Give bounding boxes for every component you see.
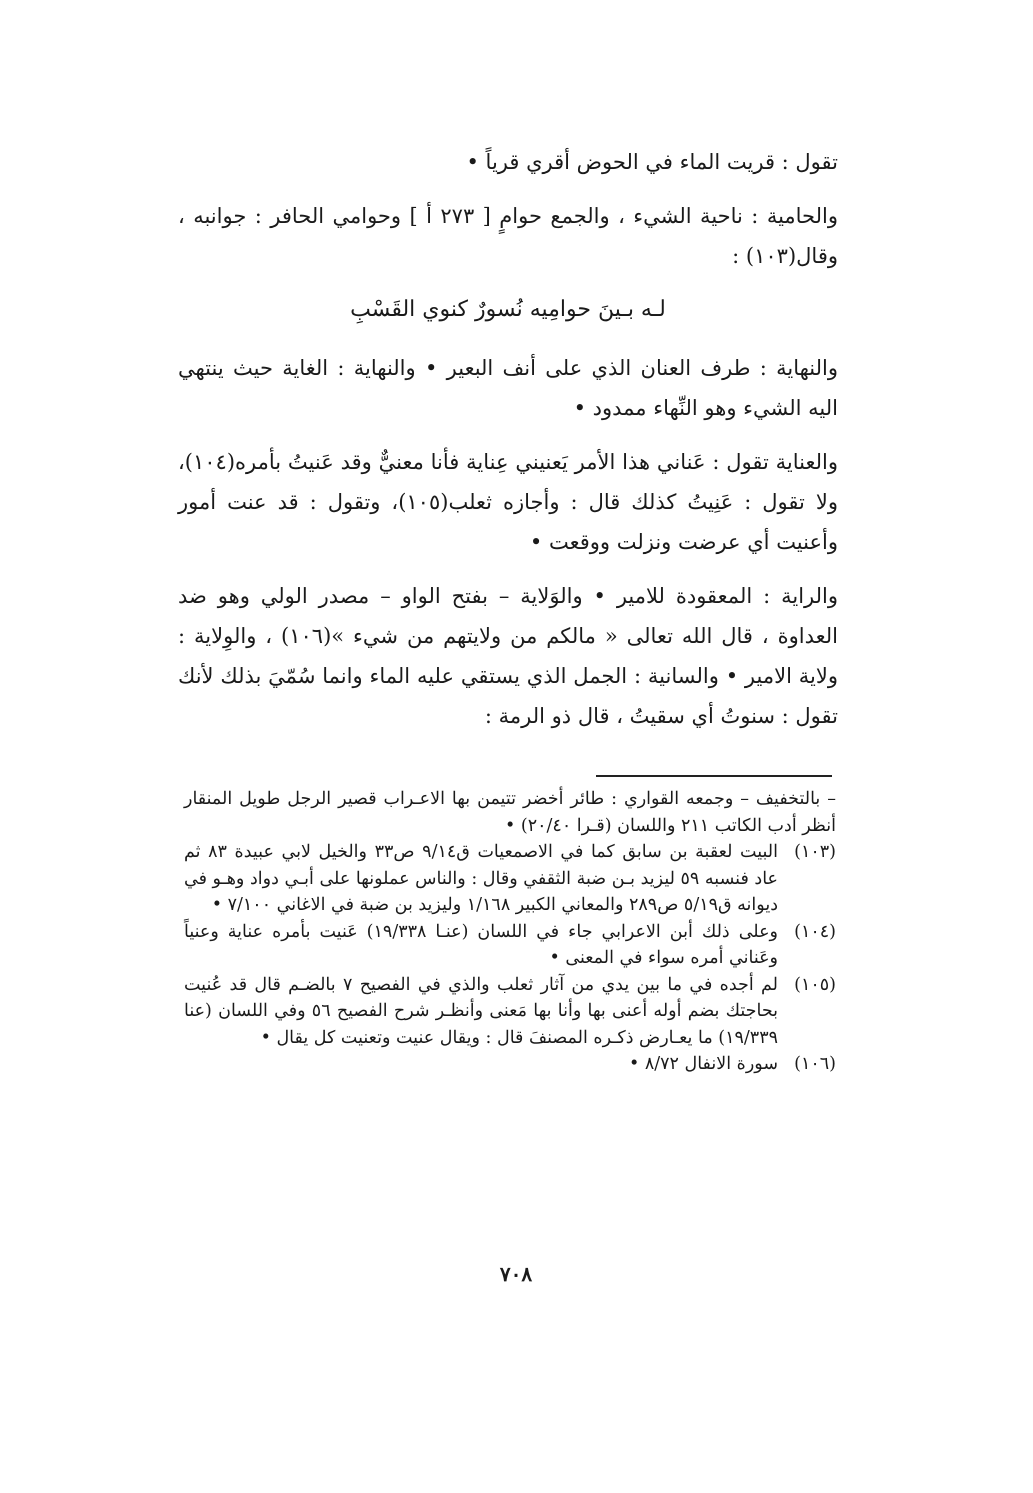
paragraph-3: والنهاية : طرف العنان الذي على أنف البعير • والنهاية : الغاية حيث ينتهي اليه الشيء وهو النِّهاء ممدود • [178, 356, 838, 420]
footnote-104 [184, 919, 836, 972]
verse-line: لـه بـينَ حوامِيه نُسورٌ كنوي القَسْبِ [350, 297, 666, 322]
paragraph-5: والراية : المعقودة للامير • والوَلاية – بفتح الواو – مصدر الولي وهو ضد العداوة ، قال الله تعالى « مالكم من ولايتهم من شيء »(١٠٦) ، والوِلاية : ولاية الامير • والسانية : الجمل الذي يستقي عليه الماء وانما سُمّيَ بذلك لأنك تقول : سنوتُ أي سقيتُ ، قال ذو الرمة : [178, 584, 839, 728]
footnote-text: سورة الانفال ٨/٧٢ • [628, 1054, 778, 1074]
footnote-text: البيت لعقبة بن سابق كما في الاصمعيات ق٩/١٤ ص٣٣ والخيل لابي عبيدة ٨٣ ثم عاد فنسبه ٥٩ ليزيد بـن ضبة الثقفي وقال : والناس عملونها على أبـي دواد وهـو في ديوانه ق٥/١٩ ص٢٨٩ والمعاني الكبير ١/١٦٨ وليزيد بن ضبة في الاغاني ٧/١٠٠ • [184, 842, 778, 915]
footnote-103 [184, 839, 836, 919]
footnote-text: لم أجده في ما بين يدي من آثار ثعلب والذي في الفصيح ٧ بالضـم قال قد عُنيت بحاجتك بضم أوله أعنى بها وأنا بها مَعنى وأنظـر شرح الفصيح ٥٦ وفي اللسان (عنا ١٩/٣٣٩) ما يعـارض ذكـره المصنفَ قال : ويقال عنيت وتعنيت كل يقال • [184, 974, 778, 1048]
footnote-105 [184, 972, 836, 1052]
footnote-divider [596, 775, 832, 777]
footnote-number: (١٠٦) [794, 1054, 836, 1074]
footnote-106 [184, 1051, 836, 1078]
footnote-number: (١٠٥) [794, 974, 836, 995]
paragraph-4: والعناية تقول : عَناني هذا الأمر يَعنيني عِناية فأنا معنيٌّ وقد عَنيتُ بأمره(١٠٤)، ولا تقول : عَنِيتُ كذلك قال : وأجازه ثعلب(١٠٥)، وتقول : قد عنت أمور وأعنيت أي عرضت ونزلت ووقعت • [178, 450, 838, 554]
main-text [178, 142, 838, 750]
footnote-text: وعلى ذلك أبن الاعرابي جاء في اللسان (عنـا ١٩/٣٣٨) عَنيت بأمره عناية وعنياً وعَناني أمره سواء في المعنى • [184, 921, 778, 968]
paragraph-1: تقول : قريت الماء في الحوض أقري قرياً • [466, 150, 838, 174]
page-number: ٧٠٨ [499, 1262, 533, 1286]
footnote-number: (١٠٤) [794, 921, 836, 942]
footnote-continuation: – بالتخفيف – وجمعه القواري : طائر أخضر تتيمن بها الاعـراب قصير الرجل طويل المنقار أنظر أدب الكاتب ٢١١ واللسان (قـرا ٢٠/٤٠) • [184, 789, 836, 836]
footnote-number: (١٠٣) [794, 842, 836, 862]
footnotes [184, 786, 836, 1078]
paragraph-2: والحامية : ناحية الشيء ، والجمع حوامٍ [ ٢٧٣ أ ] وحوامي الحافر : جوانبه ، وقال(١٠٣) : [178, 204, 838, 268]
